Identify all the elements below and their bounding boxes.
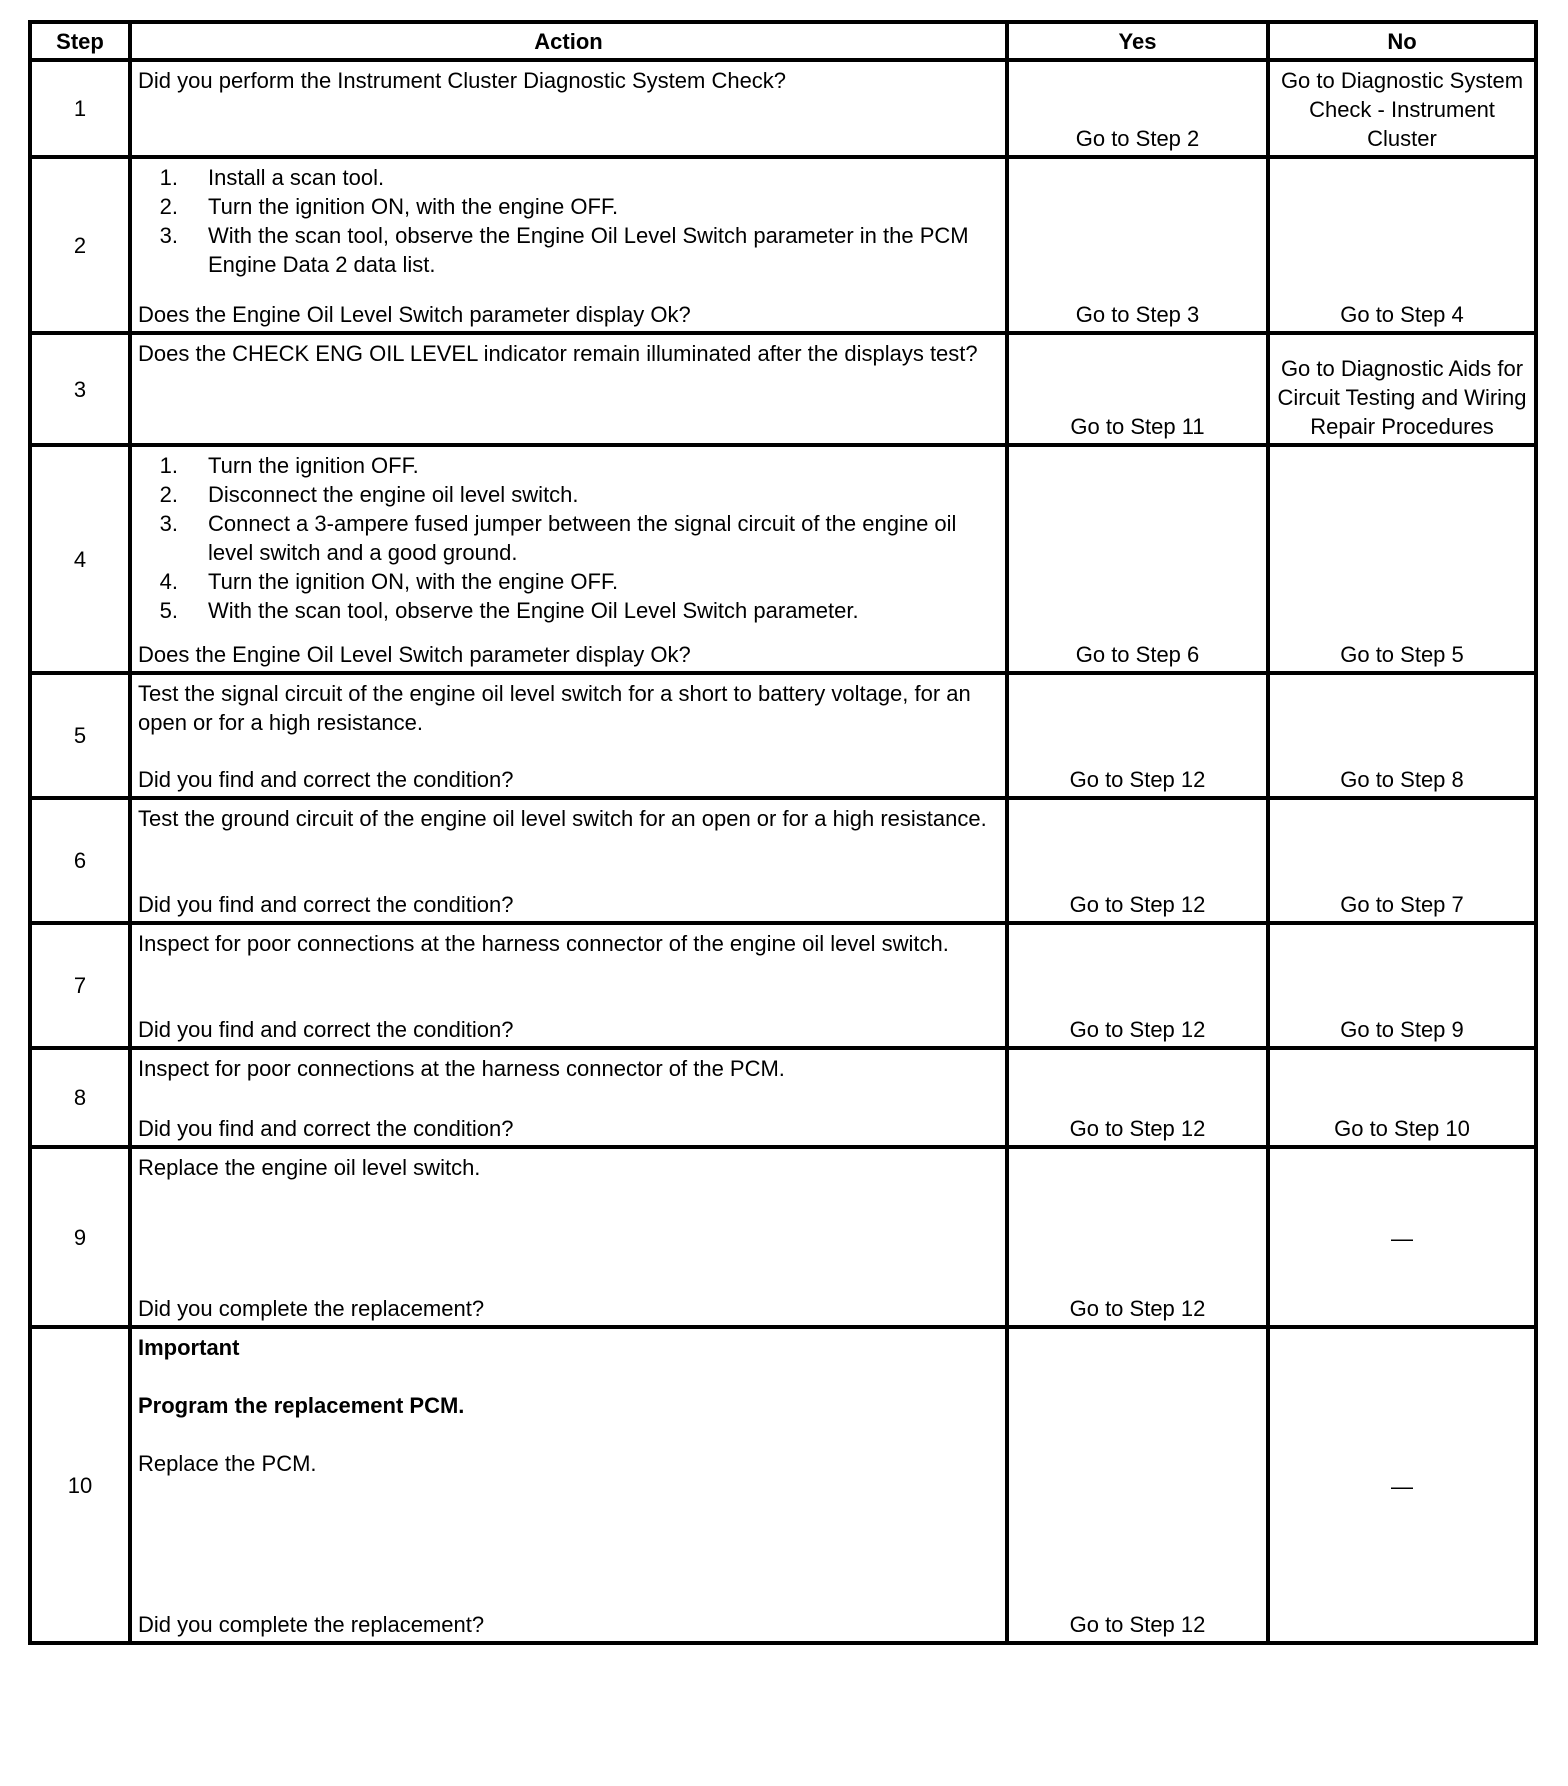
action-text: Does the CHECK ENG OIL LEVEL indicator remain illuminated after the displays test? — [138, 341, 978, 366]
step-number: 4 — [30, 445, 130, 673]
diagnostic-table-container — [28, 20, 1534, 1645]
yes-cell: Go to Step 12 — [1007, 923, 1268, 1048]
action-cell — [130, 673, 1007, 798]
question-text: Did you complete the replacement? — [138, 1612, 485, 1637]
step-number: 5 — [30, 673, 130, 798]
yes-cell: Go to Step 12 — [1007, 1147, 1268, 1327]
action-cell — [130, 1048, 1007, 1147]
yes-cell: Go to Step 2 — [1007, 60, 1268, 157]
no-cell: Go to Step 9 — [1268, 923, 1536, 1048]
yes-cell: Go to Step 12 — [1007, 798, 1268, 923]
action-cell — [130, 1147, 1007, 1327]
table-row — [30, 1147, 1536, 1327]
no-cell: — — [1268, 1327, 1536, 1643]
instruction-list — [138, 451, 999, 625]
yes-cell: Go to Step 3 — [1007, 157, 1268, 333]
table-row — [30, 673, 1536, 798]
step-number: 7 — [30, 923, 130, 1048]
table-row — [30, 1327, 1536, 1643]
action-cell — [130, 333, 1007, 445]
action-text: Replace the PCM. — [138, 1451, 317, 1476]
list-item: 1. Install a scan tool. — [159, 165, 385, 190]
table-row — [30, 333, 1536, 445]
action-text: Inspect for poor connections at the harness connector of the engine oil level switch. — [138, 931, 949, 956]
step-number: 9 — [30, 1147, 130, 1327]
table-row — [30, 157, 1536, 333]
diagnostic-table — [28, 20, 1538, 1645]
yes-cell: Go to Step 12 — [1007, 1048, 1268, 1147]
list-item: 5. With the scan tool, observe the Engine Oil Level Switch parameter. — [159, 598, 859, 623]
step-number: 1 — [30, 60, 130, 157]
no-cell: Go to Diagnostic Aids for Circuit Testing and Wiring Repair Procedures — [1268, 333, 1536, 445]
yes-cell: Go to Step 11 — [1007, 333, 1268, 445]
question-text: Did you find and correct the condition? — [138, 1017, 514, 1042]
question-text: Did you complete the replacement? — [138, 1296, 485, 1321]
table-row — [30, 1048, 1536, 1147]
step-number: 8 — [30, 1048, 130, 1147]
question-text: Does the Engine Oil Level Switch parameter display Ok? — [138, 642, 691, 667]
header-yes: Yes — [1007, 22, 1268, 60]
action-cell — [130, 445, 1007, 673]
no-cell: — — [1268, 1147, 1536, 1327]
no-cell: Go to Step 7 — [1268, 798, 1536, 923]
no-cell: Go to Step 5 — [1268, 445, 1536, 673]
table-row — [30, 798, 1536, 923]
step-number: 10 — [30, 1327, 130, 1643]
header-no: No — [1268, 22, 1536, 60]
important-heading: Important — [138, 1335, 240, 1360]
action-text: Did you perform the Instrument Cluster Diagnostic System Check? — [138, 68, 787, 93]
action-text: Test the signal circuit of the engine oil level switch for a short to battery voltage, for an open or for a high resistance. — [138, 681, 971, 735]
table-row — [30, 445, 1536, 673]
question-text: Did you find and correct the condition? — [138, 767, 514, 792]
no-cell: Go to Step 4 — [1268, 157, 1536, 333]
step-number: 3 — [30, 333, 130, 445]
action-text: Replace the engine oil level switch. — [138, 1155, 481, 1180]
no-cell: Go to Step 8 — [1268, 673, 1536, 798]
action-cell — [130, 1327, 1007, 1643]
header-action: Action — [130, 22, 1007, 60]
question-text: Does the Engine Oil Level Switch parameter display Ok? — [138, 302, 691, 327]
action-cell — [130, 60, 1007, 157]
step-number: 6 — [30, 798, 130, 923]
list-item: 2. Turn the ignition ON, with the engine OFF. — [159, 194, 619, 219]
important-note: Program the replacement PCM. — [138, 1393, 465, 1418]
action-text: Inspect for poor connections at the harness connector of the PCM. — [138, 1056, 785, 1081]
list-item: 1. Turn the ignition OFF. — [159, 453, 419, 478]
header-step: Step — [30, 22, 130, 60]
table-header-row — [30, 22, 1536, 60]
action-cell — [130, 157, 1007, 333]
yes-cell: Go to Step 6 — [1007, 445, 1268, 673]
list-item: 3. Connect a 3-ampere fused jumper between the signal circuit of the engine oil level switch and a good ground. — [159, 511, 957, 565]
question-text: Did you find and correct the condition? — [138, 892, 514, 917]
action-cell — [130, 923, 1007, 1048]
list-item: 2. Disconnect the engine oil level switch. — [159, 482, 579, 507]
instruction-list — [138, 163, 999, 279]
yes-cell: Go to Step 12 — [1007, 673, 1268, 798]
step-number: 2 — [30, 157, 130, 333]
table-row — [30, 923, 1536, 1048]
action-cell — [130, 798, 1007, 923]
list-item: 3. With the scan tool, observe the Engine Oil Level Switch parameter in the PCM Engine Data 2 data list. — [159, 223, 969, 277]
question-text: Did you find and correct the condition? — [138, 1116, 514, 1141]
yes-cell: Go to Step 12 — [1007, 1327, 1268, 1643]
list-item: 4. Turn the ignition ON, with the engine OFF. — [159, 569, 619, 594]
no-cell: Go to Step 10 — [1268, 1048, 1536, 1147]
action-text: Test the ground circuit of the engine oil level switch for an open or for a high resistance. — [138, 806, 987, 831]
no-cell: Go to Diagnostic System Check - Instrument Cluster — [1268, 60, 1536, 157]
table-row — [30, 60, 1536, 157]
